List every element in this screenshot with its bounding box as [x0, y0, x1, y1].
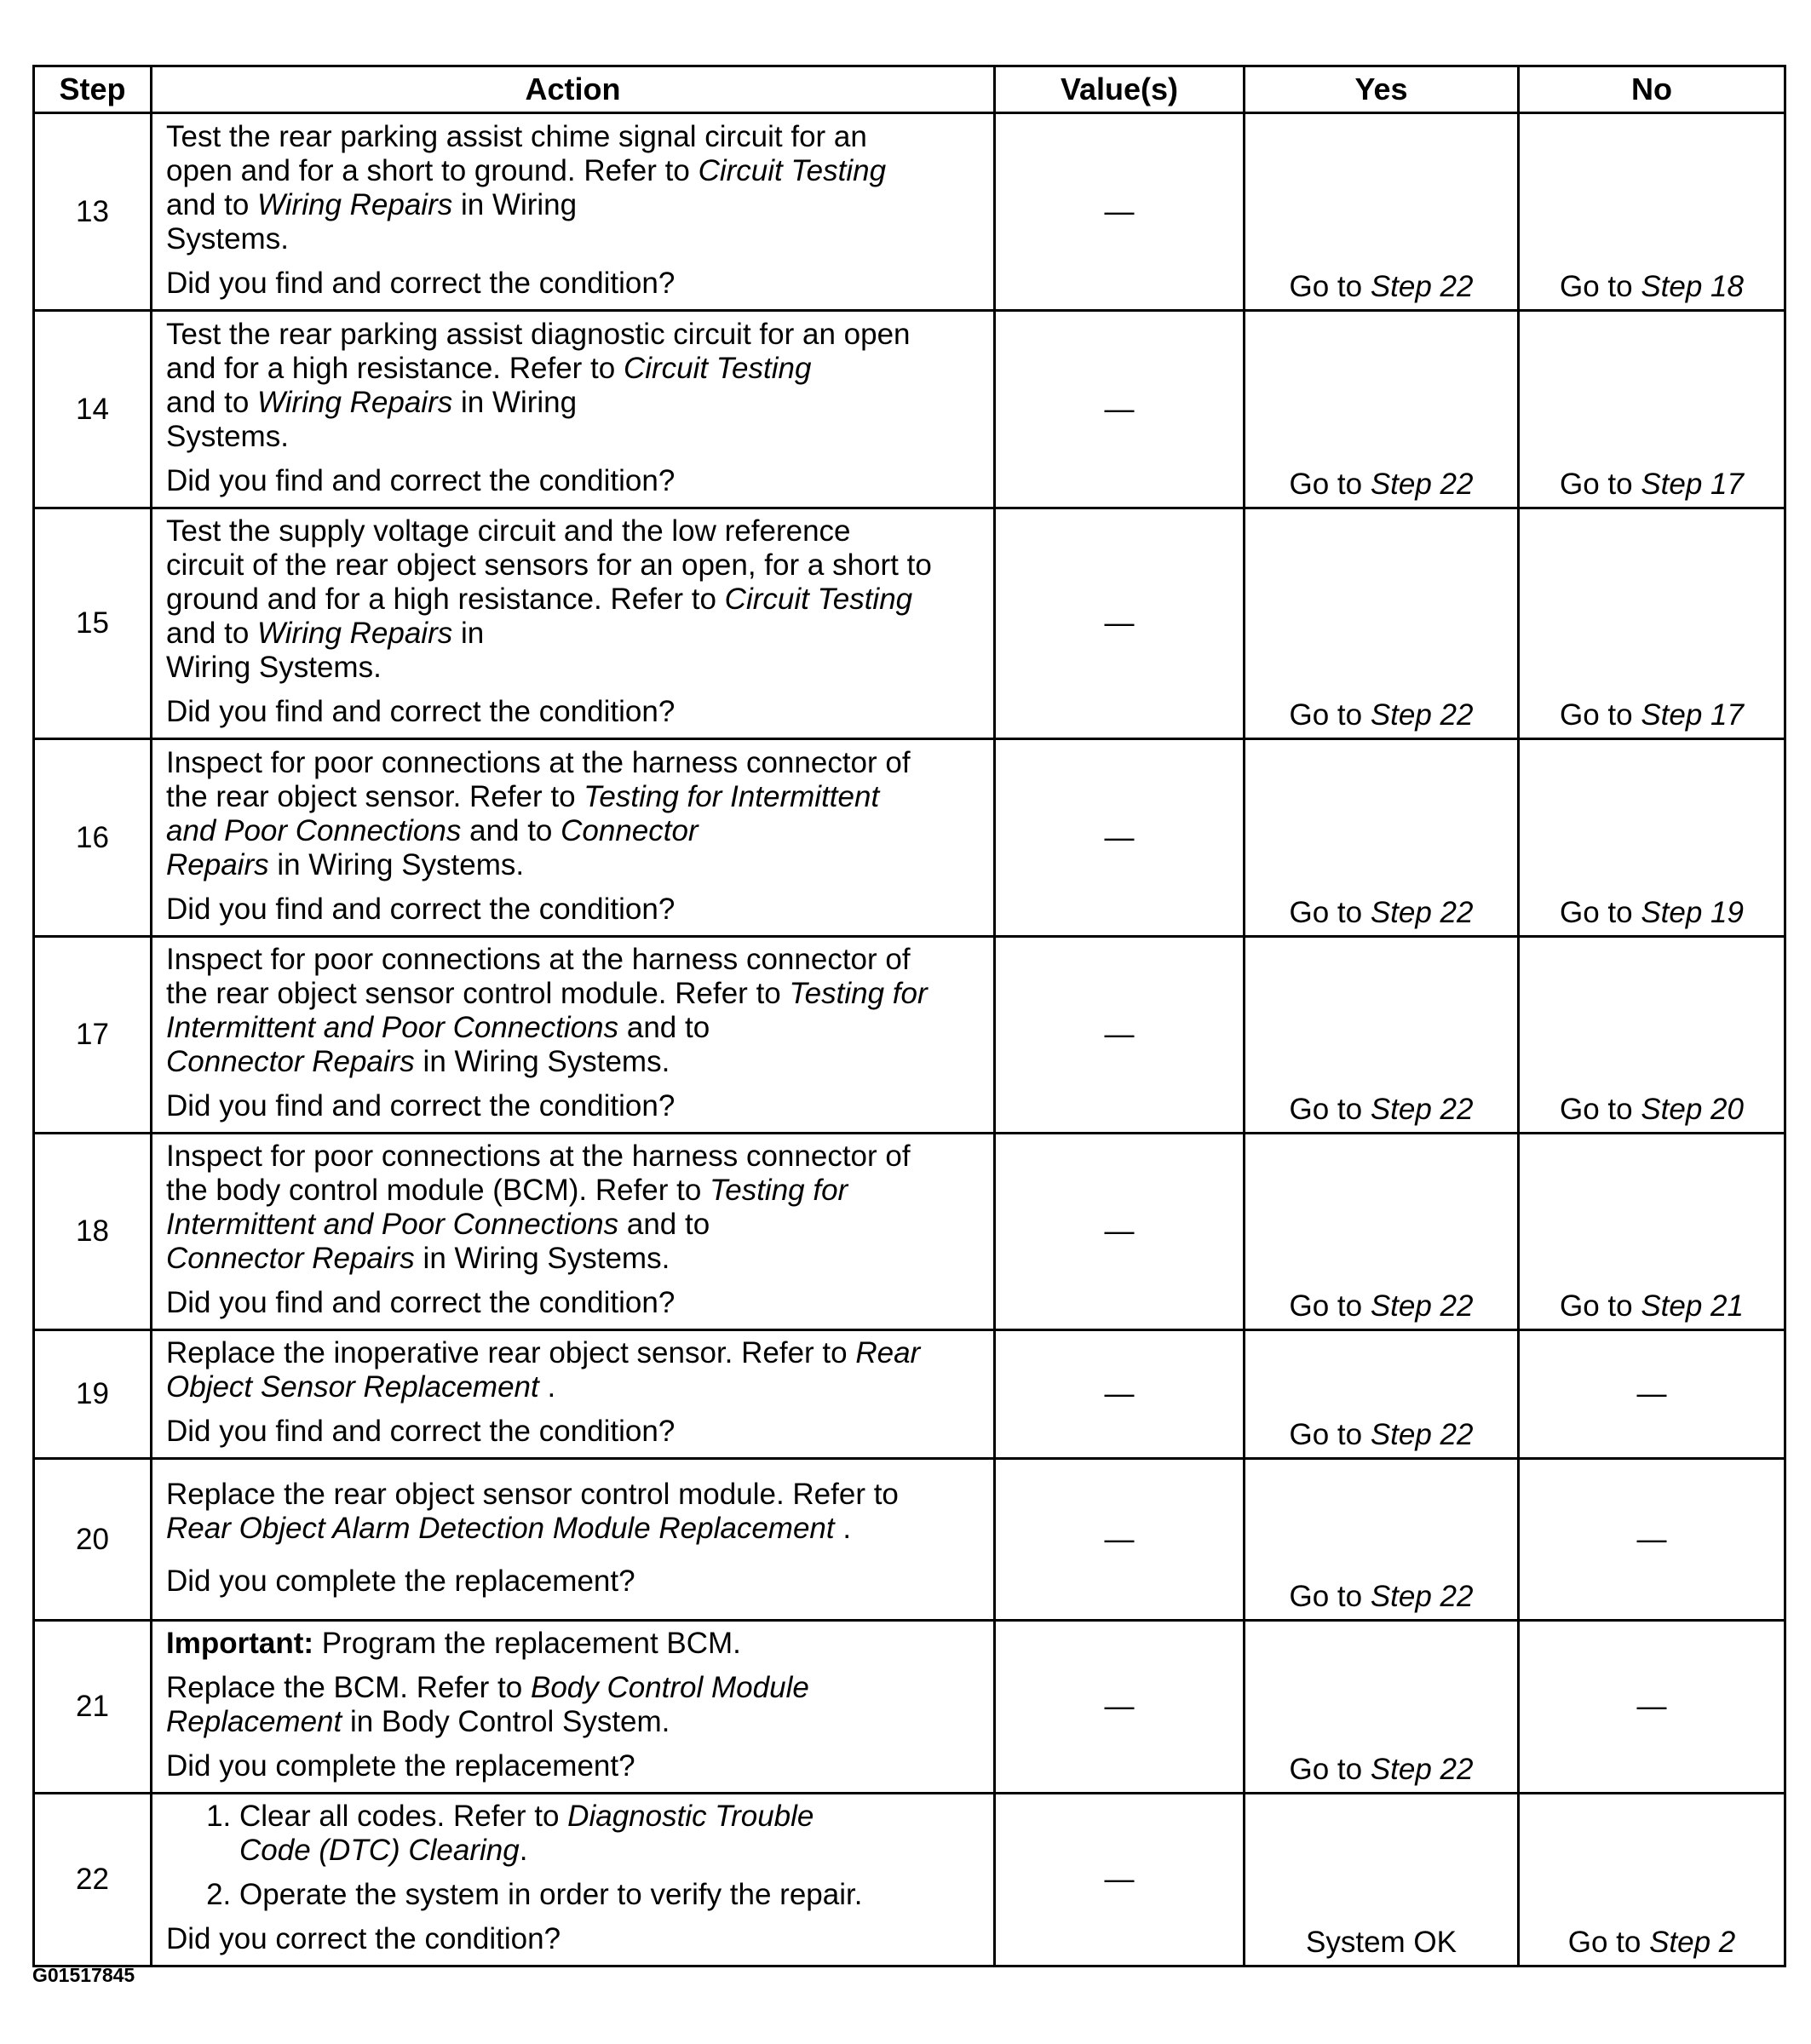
text-run: in Wiring Systems. [414, 1242, 670, 1275]
list-item [239, 1878, 981, 1912]
reference-link-text: Rear Object Alarm Detection Module Replacement [166, 1511, 835, 1545]
action-question: Did you correct the condition? [166, 1922, 561, 1955]
no-cell [1519, 1134, 1785, 1330]
text-run: and to [626, 1208, 710, 1241]
yes-cell [1245, 113, 1519, 311]
yes-cell [1245, 739, 1519, 937]
text-run: . [519, 1834, 528, 1867]
yes-result [1245, 1753, 1517, 1787]
table-row [34, 508, 1785, 739]
yes-cell [1245, 937, 1519, 1134]
reference-link-text: Circuit Testing [623, 351, 812, 385]
action-instructions [166, 120, 981, 256]
value-cell: — [995, 311, 1245, 508]
no-result [1520, 896, 1784, 930]
action-question: Did you complete the replacement? [166, 1564, 635, 1598]
reference-link-text: Step 22 [1370, 1093, 1474, 1126]
yes-cell [1245, 1794, 1519, 1966]
action-cell [152, 739, 995, 937]
text-run: Replace the inoperative rear object sensor. Refer to [166, 1336, 856, 1369]
reference-link-text: Circuit Testing [724, 583, 913, 616]
reference-link-text: Step 22 [1370, 468, 1474, 501]
header-yes: Yes [1245, 66, 1519, 113]
text-run: Go to [1560, 1289, 1641, 1323]
yes-result [1245, 468, 1517, 502]
step-number: 16 [34, 739, 152, 937]
important-text: Program the replacement BCM. [313, 1627, 741, 1660]
text-run: . [538, 1370, 556, 1404]
reference-link-text: Step 22 [1370, 698, 1474, 732]
table-row [34, 311, 1785, 508]
value-cell: — [995, 937, 1245, 1134]
no-result [1520, 1289, 1784, 1323]
reference-link-text: Step 22 [1370, 896, 1474, 929]
step-number: 17 [34, 937, 152, 1134]
text-run: Go to [1560, 896, 1641, 929]
text-run: System OK [1306, 1926, 1457, 1959]
text-run: — [1636, 1690, 1667, 1723]
value-cell: — [995, 739, 1245, 937]
table-row [34, 937, 1785, 1134]
reference-link-text: Step 20 [1641, 1093, 1744, 1126]
yes-result [1245, 1926, 1517, 1960]
header-row [34, 66, 1785, 113]
header-step: Step [34, 66, 152, 113]
reference-link-text: Body Control Module Replacement [166, 1671, 809, 1738]
action-instructions [166, 1478, 981, 1546]
step-number: 19 [34, 1330, 152, 1459]
list-item [239, 1800, 981, 1868]
reference-link-text: Circuit Testing [698, 153, 887, 187]
text-run: Go to [1289, 1418, 1371, 1451]
text-run: Go to [1289, 1580, 1371, 1613]
step-number: 15 [34, 508, 152, 739]
action-cell [152, 1621, 995, 1794]
text-run: Operate the system in order to verify the repair. [239, 1878, 863, 1911]
text-run: and to [166, 617, 250, 650]
text-run: in Wiring Systems. [166, 385, 578, 453]
action-instructions [166, 318, 981, 454]
text-run: Go to [1289, 468, 1371, 501]
table-row [34, 113, 1785, 311]
no-cell [1519, 1459, 1785, 1621]
no-cell [1519, 113, 1785, 311]
text-run: and to [461, 813, 561, 847]
no-cell [1519, 508, 1785, 739]
text-run: Go to [1289, 698, 1371, 732]
reference-link-text: Step 22 [1370, 1418, 1474, 1451]
reference-link-text: Step 22 [1370, 270, 1474, 303]
table-body [34, 113, 1785, 1966]
no-cell [1519, 937, 1785, 1134]
reference-link-text: Step 17 [1641, 698, 1744, 732]
action-question: Did you find and correct the condition? [166, 695, 676, 728]
text-run: Replace the rear object sensor control module. Refer to [166, 1477, 899, 1511]
action-instructions [166, 514, 981, 685]
yes-result [1245, 270, 1517, 304]
reference-link-text: Wiring Repairs [257, 187, 453, 221]
header-action: Action [152, 66, 995, 113]
no-result [1520, 1690, 1784, 1724]
yes-cell [1245, 1621, 1519, 1794]
diagnostic-table [32, 65, 1786, 1967]
table-row [34, 1621, 1785, 1794]
text-run: Go to [1289, 1753, 1371, 1786]
text-run: Replace the BCM. Refer to [166, 1671, 531, 1704]
step-number: 13 [34, 113, 152, 311]
action-steps-list [166, 1800, 981, 1912]
table-row [34, 739, 1785, 937]
action-instructions [166, 746, 981, 882]
action-question: Did you find and correct the condition? [166, 266, 676, 300]
yes-cell [1245, 1330, 1519, 1459]
reference-link-text: Step 22 [1370, 1289, 1474, 1323]
text-run: Inspect for poor connections at the harness connector of the body control module (BCM). Refer to [166, 1140, 911, 1207]
no-result [1520, 1093, 1784, 1127]
text-run: in Body Control System. [342, 1705, 670, 1738]
header-no: No [1519, 66, 1785, 113]
important-label: Important: [166, 1627, 314, 1660]
no-cell [1519, 1330, 1785, 1459]
text-run: — [1636, 1377, 1667, 1410]
figure-id: G01517845 [32, 1964, 135, 1986]
text-run: Go to [1289, 1093, 1371, 1126]
no-result [1520, 468, 1784, 502]
no-result [1520, 270, 1784, 304]
reference-link-text: Connector Repairs [166, 1045, 415, 1078]
no-result [1520, 1926, 1784, 1960]
reference-link-text: Wiring Repairs [257, 617, 453, 650]
value-cell: — [995, 1330, 1245, 1459]
value-cell: — [995, 1459, 1245, 1621]
text-run: Go to [1560, 270, 1641, 303]
no-result [1520, 1523, 1784, 1557]
reference-link-text: Testing for Intermittent and Poor Connections [166, 779, 880, 847]
step-number: 20 [34, 1459, 152, 1621]
value-cell: — [995, 1134, 1245, 1330]
value-cell: — [995, 1794, 1245, 1966]
action-cell [152, 1794, 995, 1966]
text-run: Go to [1289, 270, 1371, 303]
action-cell [152, 1459, 995, 1621]
action-question: Did you find and correct the condition? [166, 892, 676, 926]
action-cell [152, 937, 995, 1134]
reference-link-text: Step 21 [1641, 1289, 1744, 1323]
no-cell [1519, 1621, 1785, 1794]
yes-cell [1245, 1134, 1519, 1330]
text-run: in Wiring Systems. [166, 617, 485, 684]
action-question: Did you complete the replacement? [166, 1749, 635, 1783]
text-run: in Wiring Systems. [414, 1045, 670, 1078]
text-run: and to [166, 187, 250, 221]
reference-link-text: Wiring Repairs [257, 385, 453, 419]
reference-link-text: Testing for Intermittent and Poor Connections [166, 1174, 848, 1241]
important-note [166, 1627, 981, 1661]
reference-link-text: Rear Object Sensor Replacement [166, 1336, 921, 1404]
yes-result [1245, 1093, 1517, 1127]
text-run: Test the rear parking assist diagnostic circuit for an open and for a high resistance. Refer to [166, 317, 911, 385]
yes-result [1245, 698, 1517, 732]
text-run: Go to [1289, 1289, 1371, 1323]
value-cell: — [995, 113, 1245, 311]
table-row [34, 1459, 1785, 1621]
text-run: Test the rear parking assist chime signal circuit for an open and for a short to ground. Refer to [166, 119, 867, 187]
yes-result [1245, 1580, 1517, 1614]
action-cell [152, 508, 995, 739]
reference-link-text: Step 2 [1649, 1926, 1736, 1959]
step-number: 14 [34, 311, 152, 508]
text-run: Test the supply voltage circuit and the low reference circuit of the rear object sensors for an open, for a short to ground and for a high resistance. Refer to [166, 514, 932, 616]
reference-link-text: Step 22 [1370, 1753, 1474, 1786]
text-run: — [1636, 1522, 1667, 1556]
table-row [34, 1330, 1785, 1459]
action-cell [152, 311, 995, 508]
no-result [1520, 1377, 1784, 1411]
action-question: Did you find and correct the condition? [166, 463, 676, 497]
text-run: Clear all codes. Refer to [239, 1800, 568, 1833]
action-question: Did you find and correct the condition? [166, 1415, 676, 1448]
action-cell [152, 1134, 995, 1330]
step-number: 18 [34, 1134, 152, 1330]
no-cell [1519, 1794, 1785, 1966]
action-instructions [166, 1140, 981, 1276]
step-number: 21 [34, 1621, 152, 1794]
reference-link-text: Connector Repairs [166, 1242, 415, 1275]
action-instructions [166, 943, 981, 1079]
text-run: and to [166, 385, 250, 419]
reference-link-text: Testing for Intermittent and Poor Connections [166, 977, 928, 1044]
no-cell [1519, 311, 1785, 508]
action-cell [152, 1330, 995, 1459]
reference-link-text: Connector Repairs [166, 813, 699, 881]
yes-cell [1245, 311, 1519, 508]
text-run: Go to [1289, 896, 1371, 929]
yes-cell [1245, 508, 1519, 739]
table-row [34, 1134, 1785, 1330]
text-run: Inspect for poor connections at the harness connector of the rear object sensor control module. Refer to [166, 943, 911, 1010]
text-run: Go to [1560, 698, 1641, 732]
value-cell: — [995, 1621, 1245, 1794]
text-run: and to [626, 1011, 710, 1044]
no-cell [1519, 739, 1785, 937]
yes-cell [1245, 1459, 1519, 1621]
reference-link-text: Diagnostic Trouble Code (DTC) Clearing [239, 1800, 814, 1867]
text-run: Go to [1560, 468, 1641, 501]
action-cell [152, 113, 995, 311]
text-run: . [834, 1511, 852, 1545]
reference-link-text: Step 17 [1641, 468, 1744, 501]
text-run: Go to [1560, 1093, 1641, 1126]
text-run: in Wiring Systems. [166, 187, 578, 256]
text-run: in Wiring Systems. [268, 847, 525, 881]
header-values: Value(s) [995, 66, 1245, 113]
yes-result [1245, 1289, 1517, 1323]
value-cell: — [995, 508, 1245, 739]
table-row [34, 1794, 1785, 1966]
action-question: Did you find and correct the condition? [166, 1286, 676, 1319]
text-run: Inspect for poor connections at the harness connector of the rear object sensor. Refer to [166, 745, 911, 813]
step-number: 22 [34, 1794, 152, 1966]
reference-link-text: Step 18 [1641, 270, 1744, 303]
reference-link-text: Step 22 [1370, 1580, 1474, 1613]
action-instructions [166, 1671, 981, 1739]
action-question: Did you find and correct the condition? [166, 1089, 676, 1122]
text-run: Go to [1567, 1926, 1650, 1959]
no-result [1520, 698, 1784, 732]
yes-result [1245, 896, 1517, 930]
yes-result [1245, 1418, 1517, 1452]
action-instructions [166, 1336, 981, 1404]
reference-link-text: Step 19 [1641, 896, 1744, 929]
